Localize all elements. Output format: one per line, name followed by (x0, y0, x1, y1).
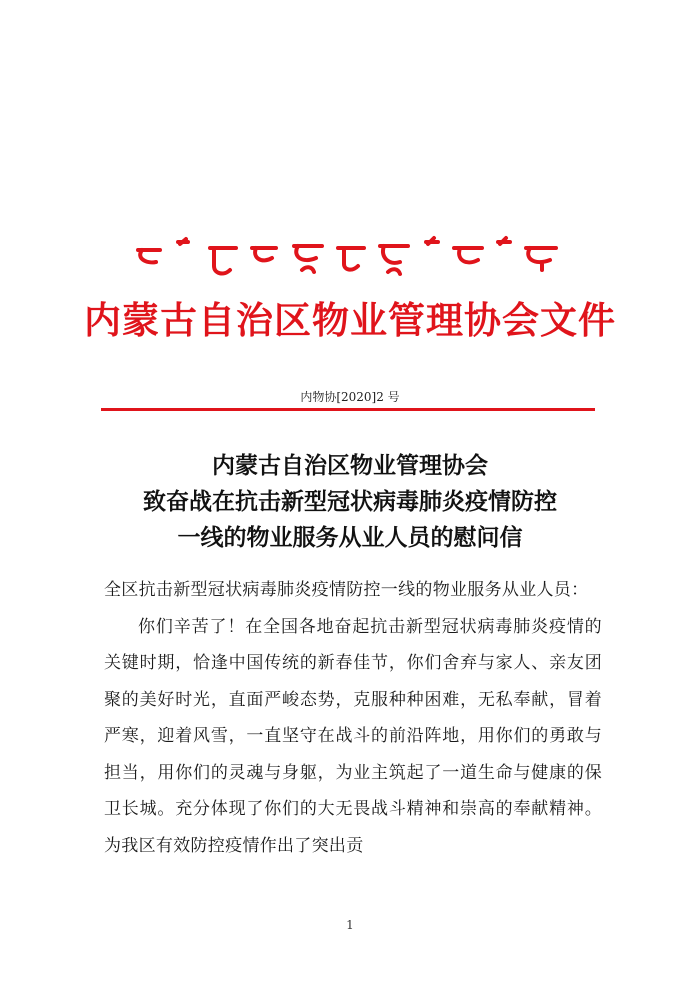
letter-title-line-1: 内蒙古自治区物业管理协会 (212, 453, 488, 479)
document-number: 内物协[2020]2 号 (300, 390, 400, 404)
paragraph: 你们辛苦了！在全国各地奋起抗击新型冠状病毒肺炎疫情的关键时期，恰逢中国传统的新春佳节，你们舍弃与家人、亲友团聚的美好时光，直面严峻态势，克服种种困难，无私奉献，冒着严寒，迎着风雪，一直坚守在战斗的前沿阵地，用你们的勇敢与担当，用你们的灵魂与身躯，为业主筑起了一道生命与健康的保卫长城。充分体现了你们的大无畏战斗精神和崇高的奉献精神。为我区有效防控疫情作出了突出贡 (104, 616, 602, 856)
mongolian-script-header (130, 232, 570, 284)
red-divider-line (101, 408, 595, 411)
issuer-title: 内蒙古自治区物业管理协会文件 (84, 298, 616, 342)
letter-body (104, 572, 602, 864)
page-number: 1 (346, 918, 354, 932)
salutation: 全区抗击新型冠状病毒肺炎疫情防控一线的物业服务从业人员： (104, 580, 589, 600)
letter-title (0, 448, 700, 556)
letter-title-line-3: 一线的物业服务从业人员的慰问信 (177, 525, 523, 551)
letter-title-line-2: 致奋战在抗击新型冠状病毒肺炎疫情防控 (143, 489, 557, 515)
